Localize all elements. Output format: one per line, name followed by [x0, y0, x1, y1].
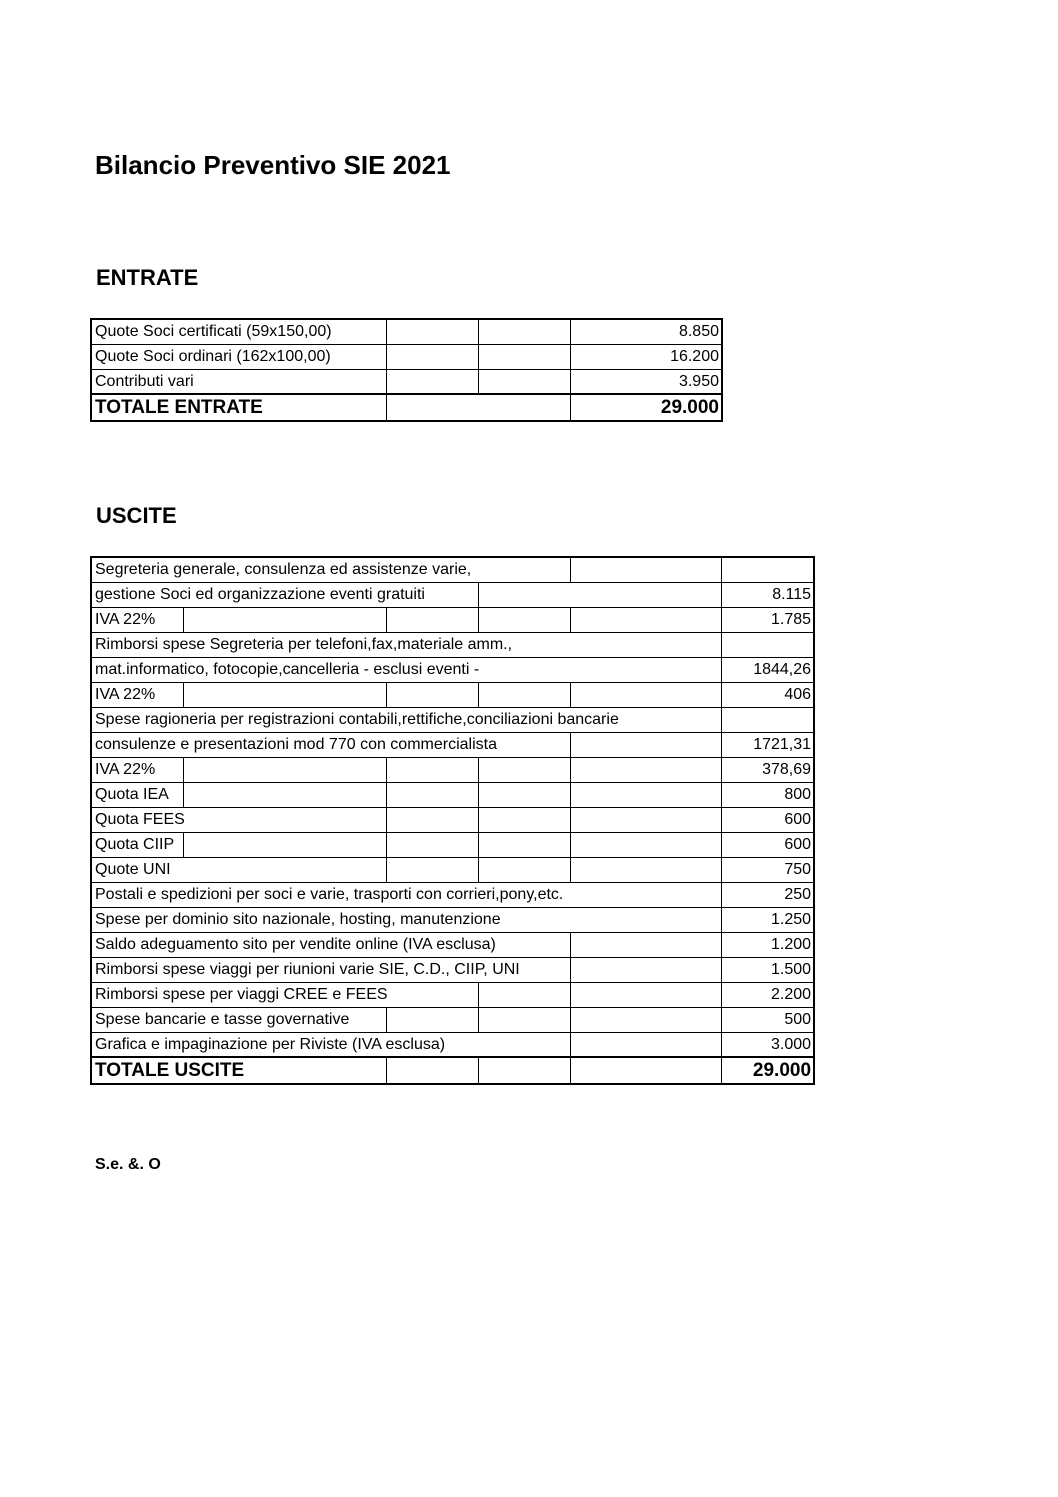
total-row — [91, 1057, 814, 1084]
empty-cell — [570, 782, 721, 807]
row-value: 1.500 — [721, 957, 814, 982]
empty-cell — [183, 832, 386, 857]
row-label: mat.informatico, fotocopie,cancelleria - esclusi eventi - — [91, 657, 721, 682]
empty-cell — [478, 1007, 570, 1032]
row-label: Postali e spedizioni per soci e varie, trasporti con corrieri,pony,etc. — [91, 882, 721, 907]
table-row — [91, 732, 814, 757]
row-value: 1844,26 — [721, 657, 814, 682]
row-value — [721, 707, 814, 732]
empty-cell — [478, 682, 570, 707]
uscite-heading: USCITE — [96, 503, 177, 528]
empty-cell — [570, 932, 721, 957]
table-row — [91, 632, 814, 657]
row-label: Spese ragioneria per registrazioni contabili,rettifiche,conciliazioni bancarie — [91, 707, 721, 732]
empty-cell — [386, 857, 478, 882]
empty-cell — [386, 607, 478, 632]
table-row — [91, 582, 814, 607]
empty-cell — [478, 807, 570, 832]
table-row — [91, 932, 814, 957]
total-value: 29.000 — [721, 1057, 814, 1084]
row-value: 378,69 — [721, 757, 814, 782]
total-value: 29.000 — [570, 394, 722, 421]
empty-cell — [386, 369, 478, 394]
empty-cell — [386, 394, 570, 421]
empty-cell — [478, 607, 570, 632]
row-label: Contributi vari — [91, 369, 386, 394]
empty-cell — [570, 832, 721, 857]
empty-cell — [570, 857, 721, 882]
row-label: Rimborsi spese viaggi per riunioni varie SIE, C.D., CIIP, UNI — [91, 957, 570, 982]
empty-cell — [478, 757, 570, 782]
empty-cell — [386, 344, 478, 369]
table-row — [91, 782, 814, 807]
empty-cell — [478, 369, 570, 394]
row-label: Rimborsi spese per viaggi CREE e FEES — [91, 982, 478, 1007]
empty-cell — [386, 319, 478, 344]
table-row — [91, 982, 814, 1007]
empty-cell — [386, 682, 478, 707]
row-label: IVA 22% — [91, 682, 183, 707]
empty-cell — [570, 1057, 721, 1084]
row-label: Grafica e impaginazione per Riviste (IVA esclusa) — [91, 1032, 570, 1057]
empty-cell — [386, 807, 478, 832]
row-value: 8.115 — [721, 582, 814, 607]
empty-cell — [570, 957, 721, 982]
row-value: 500 — [721, 1007, 814, 1032]
empty-cell — [478, 1057, 570, 1084]
table-row — [91, 369, 722, 394]
entrate-table — [90, 318, 723, 422]
table-row — [91, 857, 814, 882]
row-value: 250 — [721, 882, 814, 907]
row-label: Quota FEES — [91, 807, 386, 832]
row-value: 8.850 — [570, 319, 722, 344]
row-value: 1.785 — [721, 607, 814, 632]
total-label: TOTALE USCITE — [91, 1057, 386, 1084]
table-row — [91, 757, 814, 782]
table-row — [91, 319, 722, 344]
empty-cell — [570, 1032, 721, 1057]
row-value: 800 — [721, 782, 814, 807]
empty-cell — [570, 807, 721, 832]
empty-cell — [570, 682, 721, 707]
table-row — [91, 607, 814, 632]
empty-cell — [386, 1007, 478, 1032]
page-title: Bilancio Preventivo SIE 2021 — [95, 150, 451, 180]
table-row — [91, 1032, 814, 1057]
total-label: TOTALE ENTRATE — [91, 394, 386, 421]
uscite-table — [90, 556, 815, 1085]
table-row — [91, 807, 814, 832]
empty-cell — [478, 344, 570, 369]
empty-cell — [478, 832, 570, 857]
empty-cell — [478, 982, 570, 1007]
empty-cell — [570, 607, 721, 632]
row-label: IVA 22% — [91, 607, 183, 632]
row-value: 16.200 — [570, 344, 722, 369]
empty-cell — [386, 832, 478, 857]
row-value: 1.200 — [721, 932, 814, 957]
table-row — [91, 707, 814, 732]
empty-cell — [570, 757, 721, 782]
empty-cell — [183, 682, 386, 707]
empty-cell — [570, 732, 721, 757]
table-row — [91, 657, 814, 682]
table-row — [91, 882, 814, 907]
row-value: 2.200 — [721, 982, 814, 1007]
row-label: Rimborsi spese Segreteria per telefoni,fax,materiale amm., — [91, 632, 721, 657]
row-value: 600 — [721, 807, 814, 832]
row-value: 1.250 — [721, 907, 814, 932]
footer-note: S.e. &. O — [95, 1156, 161, 1173]
row-value: 406 — [721, 682, 814, 707]
table-row — [91, 957, 814, 982]
table-row — [91, 344, 722, 369]
row-value: 750 — [721, 857, 814, 882]
row-value: 3.950 — [570, 369, 722, 394]
row-label: Spese bancarie e tasse governative — [91, 1007, 386, 1032]
row-label: Segreteria generale, consulenza ed assistenze varie, — [91, 557, 570, 582]
empty-cell — [386, 1057, 478, 1084]
empty-cell — [478, 582, 721, 607]
table-row — [91, 832, 814, 857]
table-row — [91, 907, 814, 932]
row-label: Quota IEA — [91, 782, 183, 807]
table-row — [91, 682, 814, 707]
empty-cell — [478, 319, 570, 344]
row-label: Quote Soci ordinari (162x100,00) — [91, 344, 386, 369]
empty-cell — [183, 782, 386, 807]
row-label: Quota CIIP — [91, 832, 183, 857]
total-row — [91, 394, 722, 421]
empty-cell — [570, 1007, 721, 1032]
empty-cell — [386, 757, 478, 782]
empty-cell — [478, 857, 570, 882]
row-label: Quote Soci certificati (59x150,00) — [91, 319, 386, 344]
empty-cell — [386, 782, 478, 807]
entrate-heading: ENTRATE — [96, 265, 199, 290]
row-label: Spese per dominio sito nazionale, hosting, manutenzione — [91, 907, 721, 932]
row-value: 1721,31 — [721, 732, 814, 757]
empty-cell — [570, 557, 721, 582]
empty-cell — [570, 982, 721, 1007]
row-label: consulenze e presentazioni mod 770 con commercialista — [91, 732, 570, 757]
table-row — [91, 557, 814, 582]
empty-cell — [478, 782, 570, 807]
empty-cell — [183, 757, 386, 782]
row-value: 3.000 — [721, 1032, 814, 1057]
table-row — [91, 1007, 814, 1032]
row-value — [721, 557, 814, 582]
row-label: Quote UNI — [91, 857, 386, 882]
row-value: 600 — [721, 832, 814, 857]
row-value — [721, 632, 814, 657]
empty-cell — [183, 607, 386, 632]
row-label: Saldo adeguamento sito per vendite online (IVA esclusa) — [91, 932, 570, 957]
row-label: gestione Soci ed organizzazione eventi gratuiti — [91, 582, 478, 607]
row-label: IVA 22% — [91, 757, 183, 782]
